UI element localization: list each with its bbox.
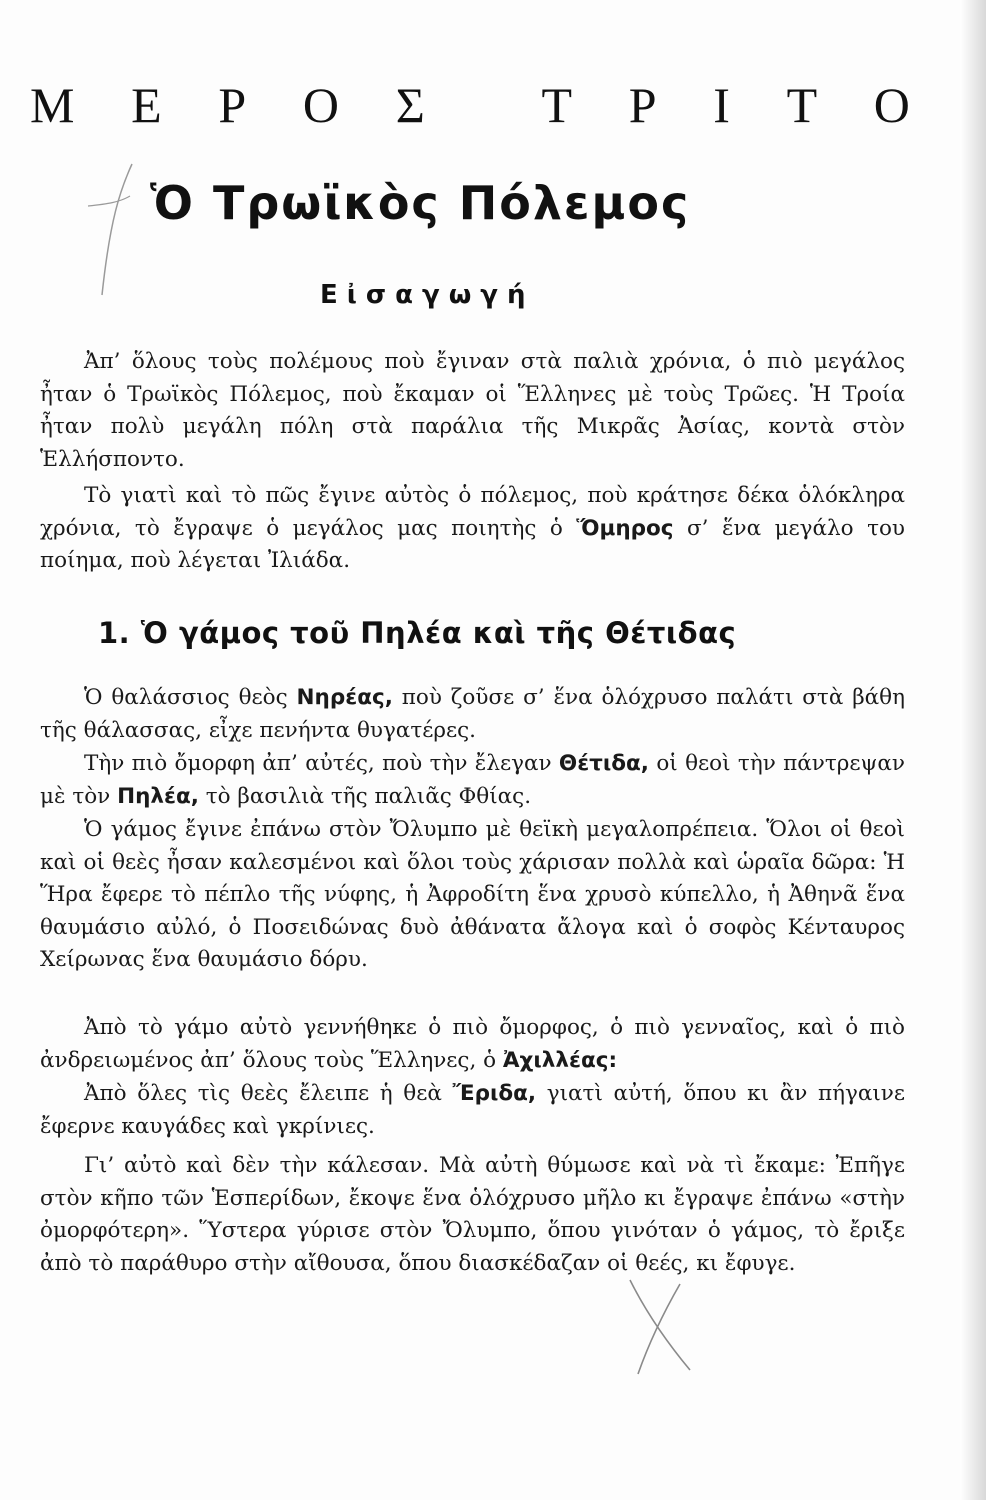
section-heading: 1. Ὁ γάμος τοῦ Πηλέα καὶ τῆς Θέτιδας xyxy=(98,616,737,650)
intro-text: Τὸ γιατὶ καὶ τὸ πῶς ἔγινε αὐτὸς ὁ πόλεμος, ποὺ κράτησε δέκα ὁλόκληρα χρόνια, τὸ ἔγραψε ὁ μεγάλος μας ποιητὴς ὁ xyxy=(40,483,905,541)
section-paragraph-1 xyxy=(40,682,905,747)
intro-heading: Εἰσαγωγή xyxy=(320,280,535,310)
section-text: τὸ βασιλιὰ τῆς παλιᾶς Φθίας. xyxy=(198,783,532,809)
section-paragraph-2 xyxy=(40,748,905,813)
name-homer: Ὅμηρος xyxy=(576,515,674,541)
section-text: ποὺ ζοῦσε σ’ ἕνα ὁλόχρυσο παλάτι στὰ βάθη τῆς θάλασσας, εἶχε πενήντα θυγατέρες. xyxy=(40,685,905,743)
intro-paragraph-1 xyxy=(40,346,905,476)
name-nereus: Νηρέας, xyxy=(296,685,393,710)
section-text: Ὁ θαλάσσιος θεὸς xyxy=(84,685,297,710)
section-text: Τὴν πιὸ ὄμορφη ἀπ’ αὐτές, ποὺ τὴν ἔλεγαν xyxy=(84,751,559,776)
part-title-letter: Τ xyxy=(541,77,573,133)
section-text: Ἀπὸ τὸ γάμο αὐτὸ γεννήθηκε ὁ πιὸ ὄμορφος, ὁ πιὸ γενναῖος, καὶ ὁ πιὸ ἀνδρειωμένος ἀπ’ ὅλους τοὺς Ἕλληνες, ὁ xyxy=(40,1015,905,1073)
part-title-letter: Ι xyxy=(713,77,730,133)
section-text: Ὁ γάμος ἔγινε ἐπάνω στὸν Ὄλυμπο μὲ θεϊκὴ μεγαλοπρέπεια. Ὅλοι οἱ θεοὶ καὶ οἱ θεὲς ἦσαν καλεσμένοι καὶ ὅλοι τοὺς χάρισαν πολλὰ καὶ ὡραῖα δῶρα: Ἡ Ἥρα ἔφερε τὸ πέπλο τῆς νύφης, ἡ Ἀφροδίτη ἕνα χρυσὸ κύπελλο, ἡ Ἀθηνᾶ ἕνα θαυμάσιο αὐλό, ὁ Ποσειδώνας δυὸ ἀθάνατα ἄλογα καὶ ὁ σοφὸς Κένταυρος Χείρωνας ἕνα θαυμάσιο δόρυ. xyxy=(40,817,905,972)
section-text: Γι’ αὐτὸ καὶ δὲν τὴν κάλεσαν. Μὰ αὐτὴ θύμωσε καὶ νὰ τὶ ἔκαμε: Ἐπῆγε στὸν κῆπο τῶν Ἑσπερίδων, ἔκοψε ἕνα ὁλόχρυσο μῆλο κι ἔγραψε ἐπάνω «στὴν ὀμορφότερη». Ὕστερα γύρισε στὸν Ὄλυμπο, ὅπου γινόταν ὁ γάμος, τὸ ἔριξε ἀπὸ τὸ παράθυρο στὴν αἴθουσα, ὅπου διασκέδαζαν οἱ θεές, κι ἔφυγε. xyxy=(40,1153,905,1276)
part-title-letter: Ρ xyxy=(628,77,657,133)
name-achilles: Ἀχιλλέας: xyxy=(502,1047,618,1073)
name-peleus: Πηλέα, xyxy=(117,783,199,809)
section-paragraph-4 xyxy=(40,1012,905,1077)
page-edge-shadow xyxy=(960,0,986,1500)
intro-text: Ἀπ’ ὅλους τοὺς πολέμους ποὺ ἔγιναν στὰ παλιὰ χρόνια, ὁ πιὸ μεγάλος ἦταν ὁ Τρωϊκὸς Πόλεμος, ποὺ ἔκαμαν οἱ Ἕλληνες μὲ τοὺς Τρῶες. Ἡ Τροία ἦταν πολὺ μεγάλη πόλη στὰ παράλια τῆς Μικρᾶς Ἀσίας, κοντὰ στὸν Ἑλλήσποντο. xyxy=(40,349,905,472)
part-title-letter: Ο xyxy=(873,77,910,133)
section-text: γιατὶ αὐτή, ὅπου κι ἂν πήγαινε ἔφερνε καυγάδες καὶ γκρίνιες. xyxy=(40,1081,906,1139)
part-title-letter: Ρ xyxy=(218,77,247,133)
part-title-letter: Μ xyxy=(30,77,75,133)
section-paragraph-3 xyxy=(40,814,905,977)
part-title-letter: Ε xyxy=(131,77,162,133)
part-title-letter: Τ xyxy=(786,77,818,133)
pencil-mark-bottom xyxy=(610,1270,700,1380)
name-eris: Ἔριδα, xyxy=(452,1081,537,1106)
section-text: οἱ θεοὶ τὴν πάντρεψαν μὲ τὸν xyxy=(40,751,905,809)
intro-text: σ’ ἕνα μεγάλο του ποίημα, ποὺ λέγεται Ἰλιάδα. xyxy=(40,515,905,573)
intro-paragraph-2 xyxy=(40,480,905,578)
section-text: Ἀπὸ ὅλες τὶς θεὲς ἔλειπε ἡ θεὰ xyxy=(84,1081,453,1106)
chapter-title: Ὁ Τρωϊκὸς Πόλεμος xyxy=(150,176,691,230)
name-thetis: Θέτιδα, xyxy=(558,751,649,776)
section-paragraph-5 xyxy=(40,1078,905,1143)
pencil-mark-top xyxy=(80,160,140,300)
part-title-letter: Ο xyxy=(302,77,339,133)
section-paragraph-6 xyxy=(40,1150,905,1280)
part-title-letter: Σ xyxy=(395,77,425,133)
part-title xyxy=(30,76,910,134)
